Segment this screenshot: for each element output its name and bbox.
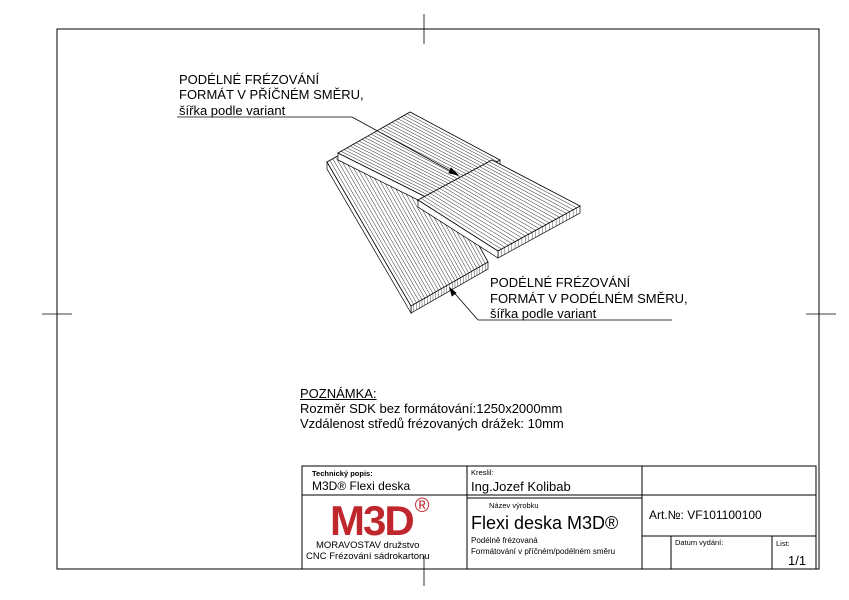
company-tagline: CNC Frézování sádrokartonu: [306, 551, 430, 562]
m3d-logo: [330, 495, 428, 544]
tech-description-value: M3D® Flexi deska: [312, 479, 411, 493]
article-number: Art.№: VF101100100: [649, 508, 762, 522]
tech-description-label: Technický popis:: [312, 469, 373, 478]
m3d-logo-text: M3D: [330, 497, 413, 544]
callout-top-line3: šířka podle variant: [179, 103, 286, 118]
company-name: MORAVOSTAV družstvo: [316, 540, 420, 551]
product-subtitle-2: Formátování v příčném/podélném směru: [471, 547, 616, 556]
drawing-frame: [57, 29, 819, 569]
issue-date-label: Datum vydání:: [675, 538, 724, 547]
m3d-logo-registered: ®: [414, 495, 428, 517]
centering-marks: [42, 14, 836, 586]
callout-top-line1: PODÉLNÉ FRÉZOVÁNÍ: [179, 72, 320, 87]
product-name-label: Název výrobku: [489, 501, 539, 510]
sheet-label: List:: [776, 539, 790, 548]
product-subtitle-1: Podélně frézovaná: [471, 536, 538, 545]
sheet-number: 1/1: [788, 553, 807, 568]
drawn-by-label: Kreslil:: [471, 468, 494, 477]
note-line1: Rozměr SDK bez formátování:1250x2000mm: [300, 401, 563, 416]
product-name-value: Flexi deska M3D®: [471, 513, 619, 533]
note-line2: Vzdálenost středů frézovaných drážek: 10mm: [300, 416, 564, 431]
callout-bottom-line3: šířka podle variant: [490, 306, 597, 321]
note-heading: POZNÁMKA:: [300, 386, 377, 401]
callout-top-line2: FORMÁT V PŘÍČNÉM SMĚRU,: [179, 87, 364, 102]
callout-bottom-line1: PODÉLNÉ FRÉZOVÁNÍ: [490, 275, 631, 290]
drawn-by-value: Ing.Jozef Kolibab: [471, 479, 571, 494]
callout-bottom-line2: FORMÁT V PODÉLNÉM SMĚRU,: [490, 291, 688, 306]
